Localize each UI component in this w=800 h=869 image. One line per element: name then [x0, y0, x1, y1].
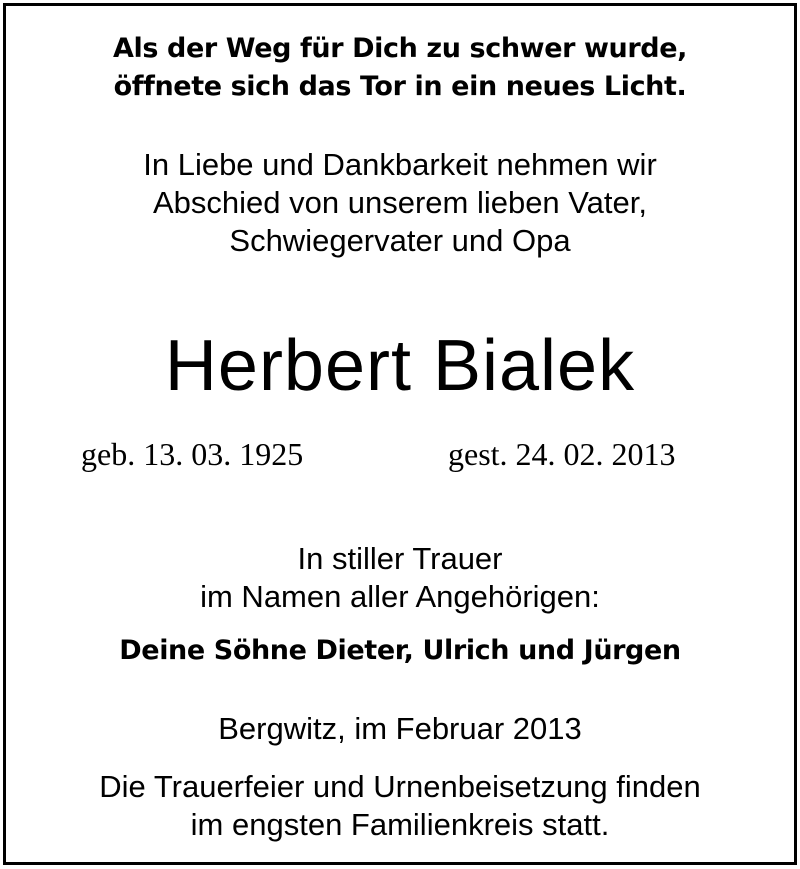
mourning-line-2: im Namen aller Angehörigen: — [200, 579, 600, 614]
motto-quote — [6, 30, 794, 106]
mourning-line-1: In stiller Trauer — [297, 541, 503, 576]
birth-date: geb. 13. 03. 1925 — [81, 436, 304, 472]
obituary-frame — [3, 3, 797, 865]
intro-line-3: Schwiegervater und Opa — [229, 223, 571, 258]
intro-text — [6, 146, 794, 260]
motto-line-1: Als der Weg für Dich zu schwer wurde, — [113, 33, 687, 64]
mourning-text — [6, 540, 794, 616]
signatories: Deine Söhne Dieter, Ulrich und Jürgen — [119, 635, 681, 666]
intro-line-2: Abschied von unserem lieben Vater, — [152, 185, 647, 220]
funeral-notice — [6, 768, 794, 844]
intro-line-1: In Liebe und Dankbarkeit nehmen wir — [143, 147, 657, 182]
deceased-name: Herbert Bialek — [164, 326, 636, 406]
notice-line-2: im engsten Familienkreis statt. — [190, 807, 610, 842]
death-date: gest. 24. 02. 2013 — [448, 436, 676, 472]
life-dates — [6, 434, 794, 474]
motto-line-2: öffnete sich das Tor in ein neues Licht. — [113, 71, 687, 102]
place-and-date: Bergwitz, im Februar 2013 — [218, 711, 582, 746]
notice-line-1: Die Trauerfeier und Urnenbeisetzung finden — [99, 769, 701, 804]
